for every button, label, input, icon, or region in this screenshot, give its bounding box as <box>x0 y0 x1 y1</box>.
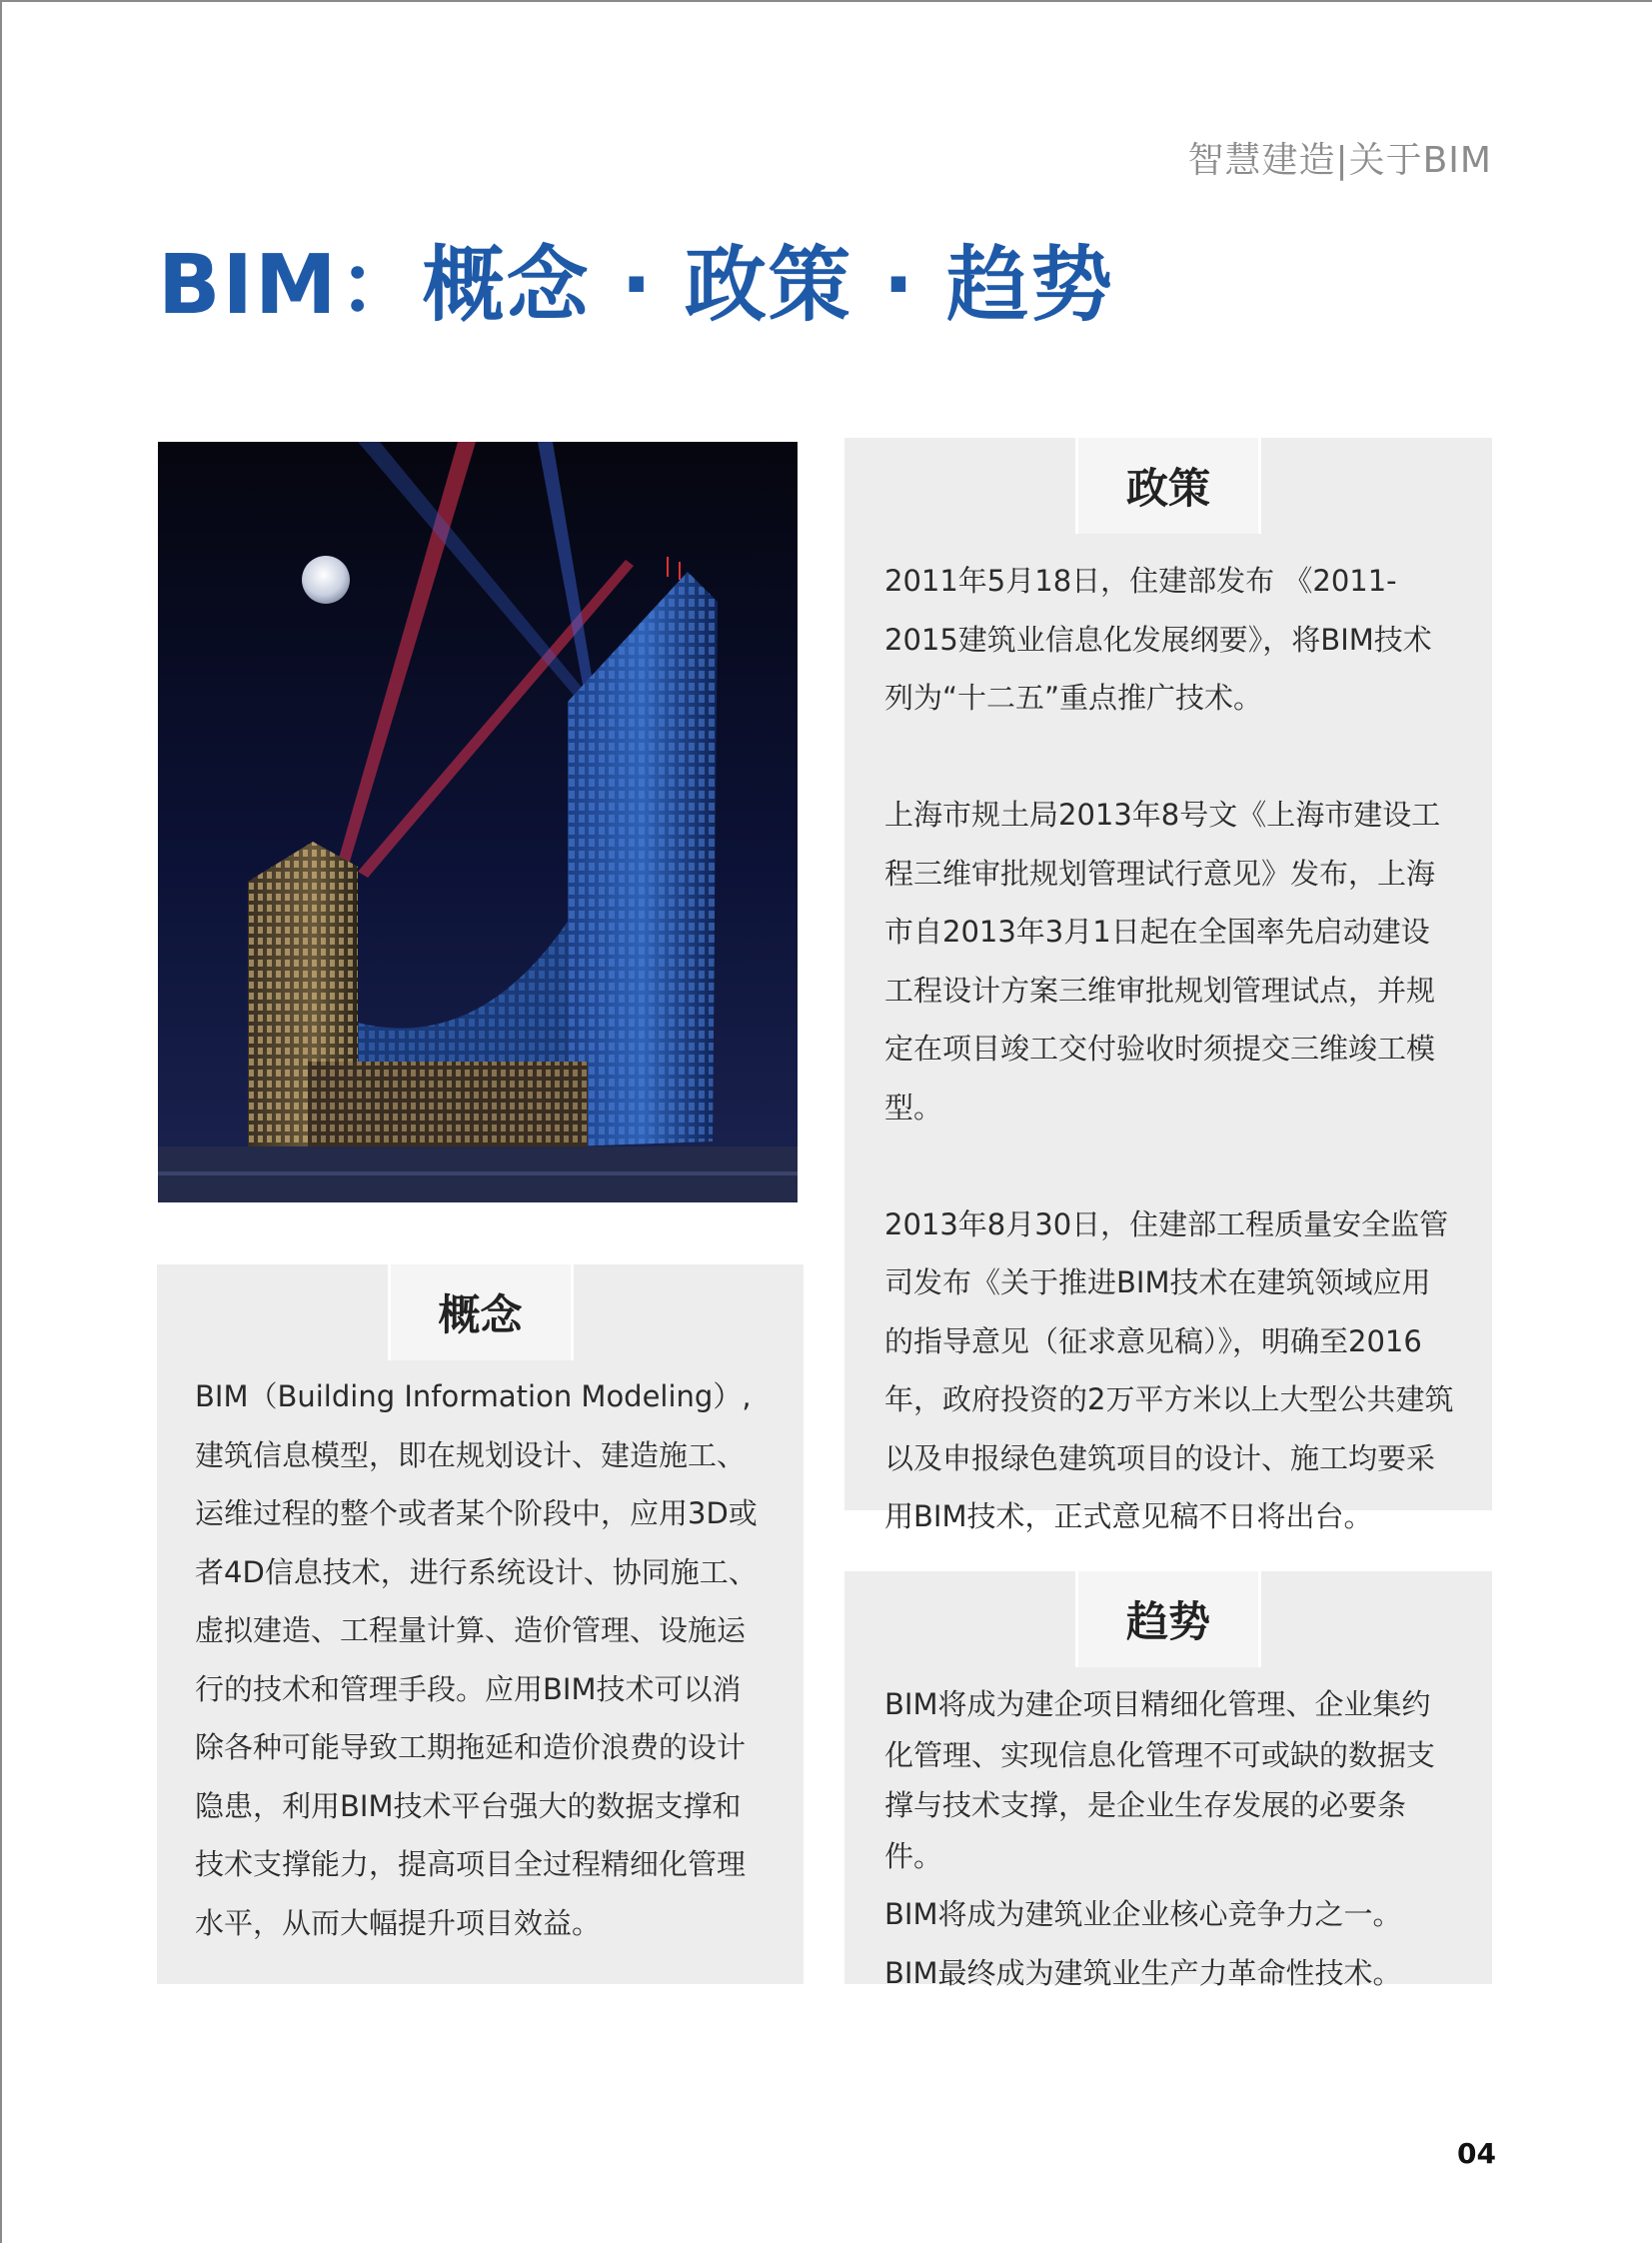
policy-card <box>844 438 1492 1533</box>
policy-paragraph-2: 上海市规土局2013年8号文《上海市建设工程三维审批规划管理试行意见》发布，上海市自2013年3月1日起在全国率先启动建设工程设计方案三维审批规划管理试点，并规定在项目竣工交付验收时须提交三维竣工模型。 <box>884 798 1441 1124</box>
trend-paragraph-2: BIM将成为建筑业企业核心竞争力之一。 <box>884 1897 1402 1931</box>
policy-heading: 政策 <box>1075 438 1261 534</box>
building-photo <box>158 442 798 1202</box>
trend-card <box>844 1571 1492 1990</box>
policy-paragraph-3: 2013年8月30日，住建部工程质量安全监管司发布《关于推进BIM技术在建筑领域应用的指导意见（征求意见稿）》，明确至2016年，政府投资的2万平方米以上大型公共建筑以及申报绿色建筑项目的设计、施工均要采用BIM技术，正式意见稿不日将出台。 <box>884 1206 1454 1533</box>
section-tag: 智慧建造|关于BIM <box>1187 140 1492 181</box>
policy-body <box>884 552 1458 1546</box>
page-number: 04 <box>1457 2137 1496 2170</box>
policy-paragraph-1: 2011年5月18日，住建部发布 《2011-2015建筑业信息化发展纲要》，将BIM技术列为“十二五”重点推广技术。 <box>884 564 1432 715</box>
trend-paragraph-3: BIM最终成为建筑业生产力革命性技术。 <box>884 1955 1402 1990</box>
trend-paragraph-1: BIM将成为建企项目精细化管理、企业集约化管理、实现信息化管理不可或缺的数据支撑与技术支撑，是企业生存发展的必要条件。 <box>884 1687 1436 1873</box>
building-illustration <box>158 442 798 1202</box>
page-title: BIM：概念 · 政策 · 趋势 <box>158 238 1115 333</box>
trend-heading: 趋势 <box>1075 1571 1261 1667</box>
concept-paragraph: BIM（Building Information Modeling）,建筑信息模型，即在规划设计、建造施工、运维过程的整个或者某个阶段中，应用3D或者4D信息技术，进行系统设计、协同施工、虚拟建造、工程量计算、造价管理、设施运行的技术和管理手段。应用BIM技术可以消除各种可能导致工期拖延和造价浪费的设计隐患，利用BIM技术平台强大的数据支撑和技术支撑能力，提高项目全过程精细化管理水平，从而大幅提升项目效益。 <box>195 1379 758 1940</box>
concept-heading: 概念 <box>388 1264 574 1360</box>
concept-body <box>195 1367 770 1952</box>
concept-card <box>157 1264 804 1984</box>
trend-body <box>884 1679 1458 1998</box>
